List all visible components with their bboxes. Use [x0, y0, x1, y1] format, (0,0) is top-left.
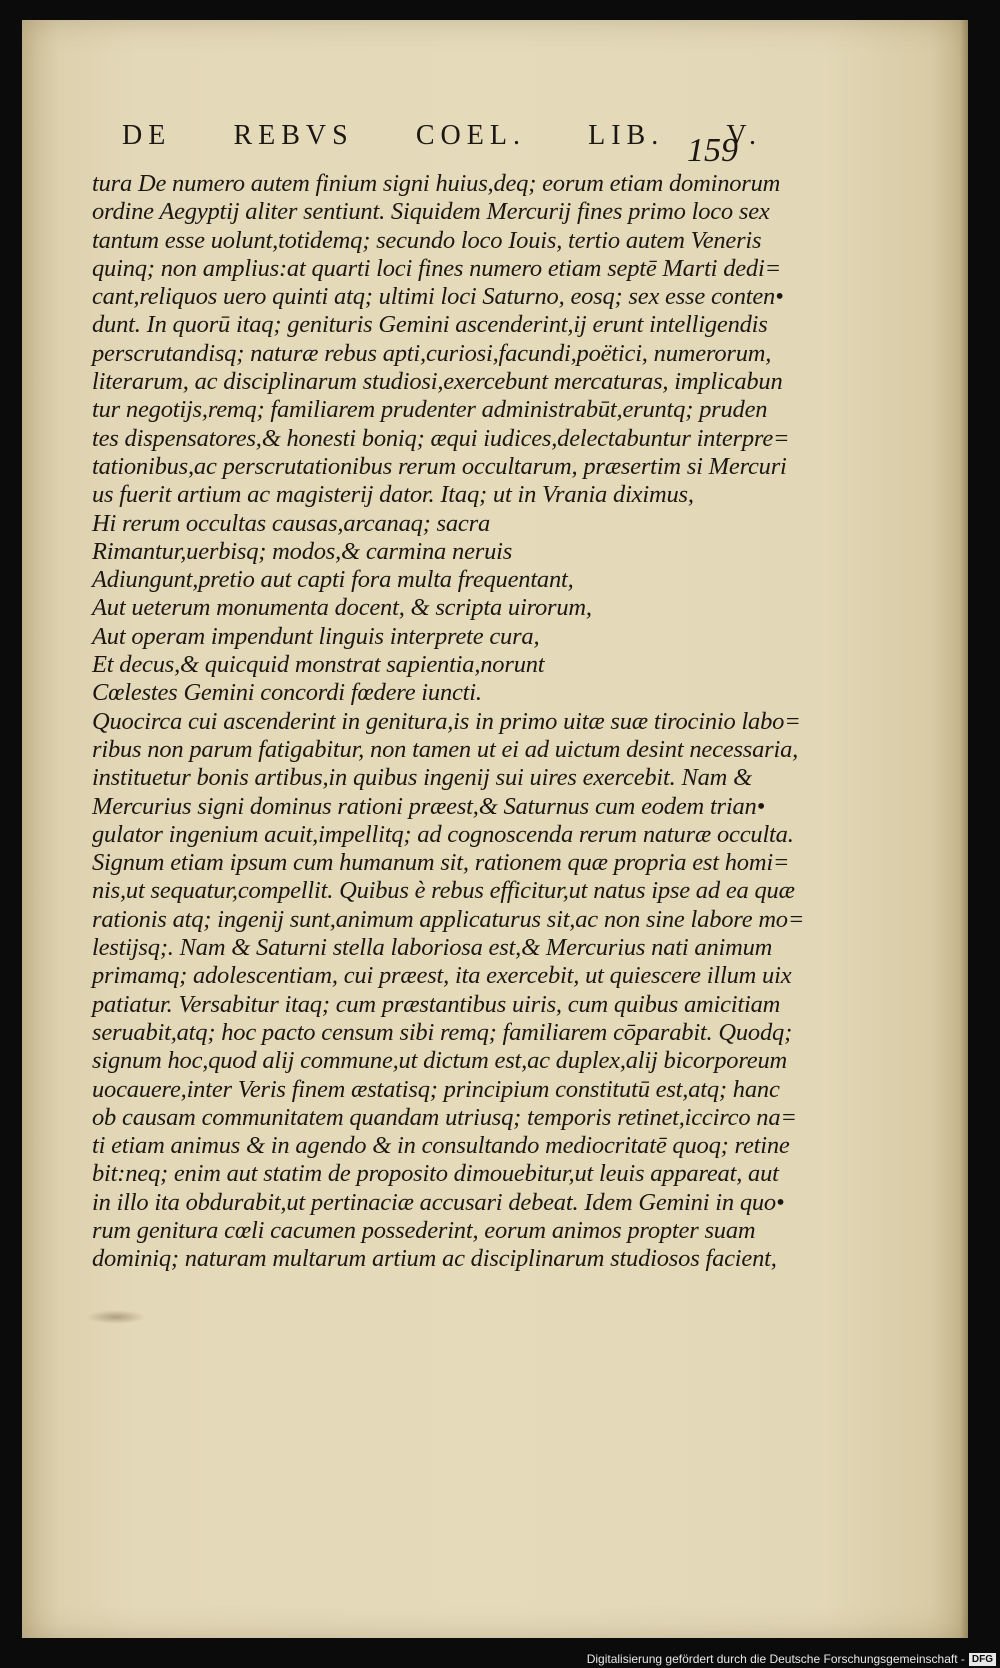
text-line: Cœlestes Gemini concordi fœdere iuncti. [92, 679, 482, 707]
running-head [122, 120, 762, 152]
text-line: uocauere,inter Veris finem æstatisq; principium constitutū est,atq; hanc [92, 1075, 780, 1103]
text-line: tur negotijs,remq; familiarem prudenter administrabūt,eruntq; pruden [92, 396, 768, 424]
body-text [92, 170, 805, 1274]
ink-blot [86, 1310, 146, 1324]
running-head-word: REBVS [233, 120, 354, 151]
running-head-word: DE [122, 120, 172, 151]
credit-text: Digitalisierung gefördert durch die Deutsche Forschungsgemeinschaft - [586, 1652, 965, 1666]
running-head-word: LIB. [588, 120, 665, 151]
text-line: tationibus,ac perscrutationibus rerum occultarum, præsertim si Mercuri [92, 452, 787, 480]
dfg-logo: DFG [969, 1653, 996, 1666]
text-line: Rimantur,uerbisq; modos,& carmina neruis [92, 537, 513, 565]
digitization-credit [587, 1652, 996, 1666]
text-line: ribus non parum fatigabitur, non tamen ut ei ad uictum desint necessaria, [92, 735, 799, 763]
text-line: dominiq; naturam multarum artium ac disciplinarum studiosos facient, [92, 1245, 777, 1273]
running-head-word: V. [726, 120, 762, 151]
running-head-word: COEL. [415, 120, 526, 151]
page-number: 159 [687, 132, 738, 169]
text-line: seruabit,atq; hoc pacto censum sibi remq; familiarem cōparabit. Quodq; [92, 1018, 793, 1046]
text-line: Hi rerum occultas causas,arcanaq; sacra [92, 509, 490, 537]
text-line: Signum etiam ipsum cum humanum sit, rationem quæ propria est homi= [92, 849, 790, 877]
text-line: cant,reliquos uero quinti atq; ultimi loci Saturno, eosq; sex esse conten• [92, 283, 784, 311]
text-line: signum hoc,quod alij commune,ut dictum est,ac duplex,alij bicorporeum [92, 1047, 788, 1075]
text-line: rum genitura cœli cacumen possederint, eorum animos propter suam [92, 1216, 756, 1244]
text-line: tes dispensatores,& honesti boniq; æqui iudices,delectabuntur interpre= [92, 424, 790, 452]
text-line: tura De numero autem finium signi huius,deq; eorum etiam dominorum [92, 170, 781, 197]
text-line: literarum, ac disciplinarum studiosi,exercebunt mercaturas, implicabun [92, 368, 783, 396]
text-line: rationis atq; ingenij sunt,animum applicaturus sit,ac non sine labore mo= [92, 905, 805, 933]
text-line: us fuerit artium ac magisterij dator. Itaq; ut in Vrania diximus, [92, 481, 694, 509]
text-line: Aut operam impendunt linguis interprete cura, [92, 622, 540, 650]
text-line: bit:neq; enim aut statim de proposito dimouebitur,ut leuis appareat, aut [92, 1160, 779, 1188]
text-line: gulator ingenium acuit,impellitq; ad cognoscenda rerum naturæ occulta. [92, 820, 794, 848]
text-line: patiatur. Versabitur itaq; cum præstantibus uiris, cum quibus amicitiam [92, 990, 781, 1018]
text-line: Adiungunt,pretio aut capti fora multa frequentant, [92, 566, 574, 594]
text-line: lestijsq;. Nam & Saturni stella laboriosa est,& Mercurius nati animum [92, 934, 773, 962]
text-line: tantum esse uolunt,totidemq; secundo loco Iouis, tertio autem Veneris [92, 226, 762, 254]
text-line: instituetur bonis artibus,in quibus ingenij sui uires exercebit. Nam & [92, 764, 752, 792]
text-line: Quocirca cui ascenderint in genitura,is in primo uitæ suæ tirocinio labo= [92, 707, 801, 735]
text-line: dunt. In quorū itaq; genituris Gemini ascenderint,ij erunt intelligendis [92, 311, 768, 339]
text-line: in illo ita obdurabit,ut pertinaciæ accusari debeat. Idem Gemini in quo• [92, 1188, 785, 1216]
text-line: primamq; adolescentiam, cui præest, ita exercebit, ut quiescere illum uix [92, 962, 792, 990]
text-line: Aut ueterum monumenta docent, & scripta uirorum, [92, 594, 592, 622]
text-line: ti etiam animus & in agendo & in consultando mediocritatē quoq; retine [92, 1132, 790, 1160]
text-line: ob causam communitatem quandam utriusq; temporis retinet,iccirco na= [92, 1103, 797, 1131]
text-line: perscrutandisq; naturæ rebus apti,curiosi,facundi,poëtici, numerorum, [92, 339, 772, 367]
text-line: nis,ut sequatur,compellit. Quibus è rebus efficitur,ut natus ipse ad ea quæ [92, 877, 795, 905]
book-page [22, 20, 968, 1638]
text-line: Mercurius signi dominus rationi præest,& Saturnus cum eodem trian• [92, 792, 765, 820]
text-line: quinq; non amplius:at quarti loci fines numero etiam septē Marti dedi= [92, 254, 781, 282]
text-line: Et decus,& quicquid monstrat sapientia,norunt [92, 651, 545, 679]
text-line: ordine Aegyptij aliter sentiunt. Siquidem Mercurij fines primo loco sex [92, 198, 770, 226]
